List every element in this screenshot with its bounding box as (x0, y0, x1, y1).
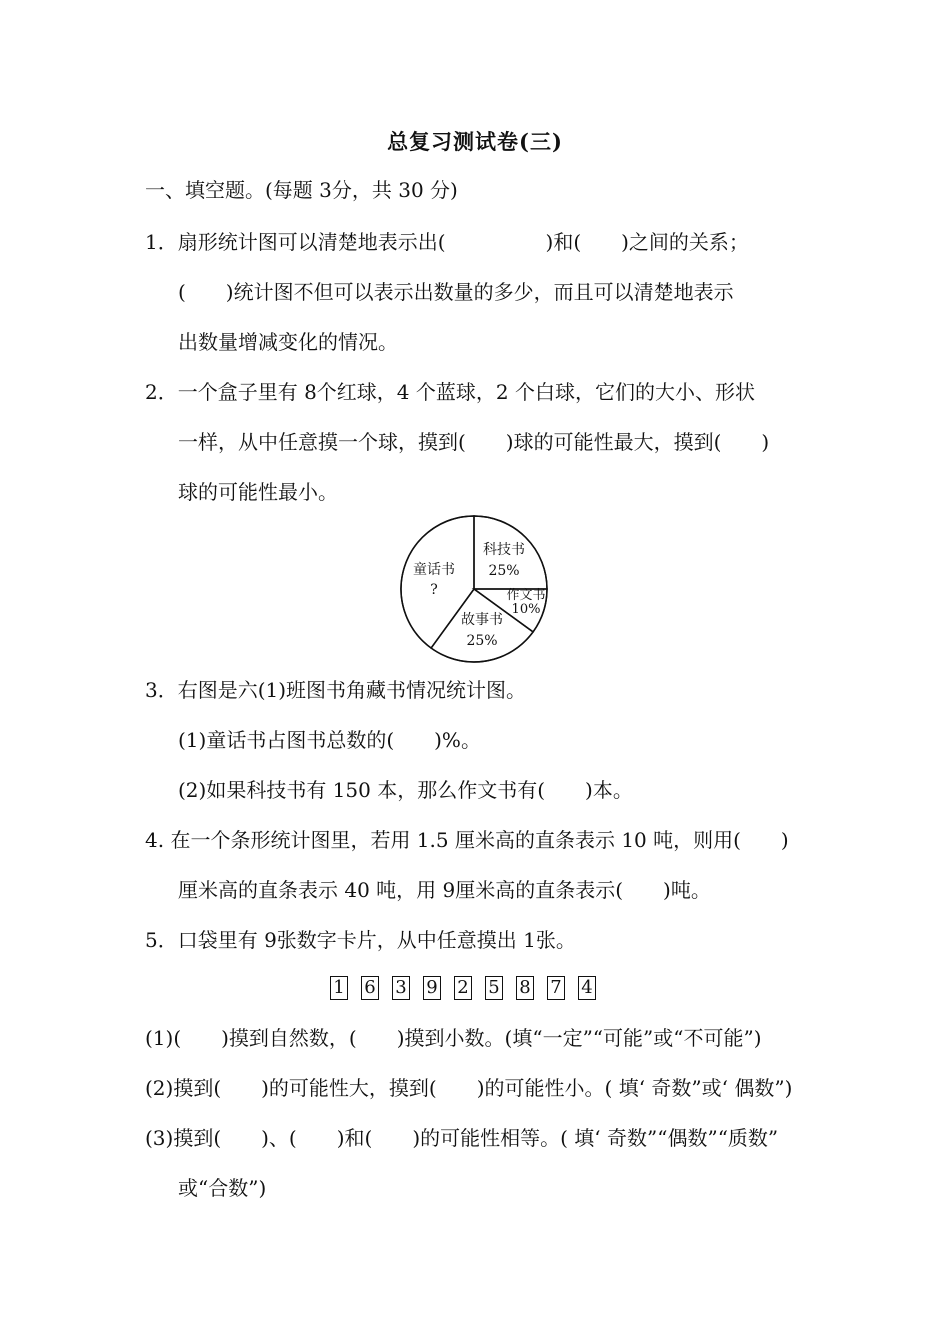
pie-label-name: 故事书 (461, 612, 503, 628)
number-card: 2 (454, 976, 472, 1000)
question-1-line-2: ( )统计图不但可以表示出数量的多少，而且可以清楚地表示 (178, 280, 734, 304)
pie-label-value: 10% (511, 602, 541, 617)
question-5-line-1: 5．口袋里有 9张数字卡片，从中任意摸出 1张。 (145, 928, 576, 952)
number-card: 6 (361, 976, 379, 1000)
pie-chart-svg (398, 513, 550, 665)
number-card: 1 (330, 976, 348, 1000)
pie-label-value: 25% (488, 563, 520, 579)
number-card: 5 (485, 976, 503, 1000)
page-title: 总复习测试卷(三) (387, 129, 563, 154)
pie-chart (398, 513, 550, 665)
question-4-line-1: 4. 在一个条形统计图里，若用 1.5 厘米高的直条表示 10 吨，则用( ) (145, 828, 789, 852)
question-1-line-3: 出数量增减变化的情况。 (178, 330, 398, 354)
pie-label-value: ? (430, 582, 438, 598)
question-2-line-2: 一样，从中任意摸一个球，摸到( )球的可能性最大，摸到( ) (178, 430, 770, 454)
question-5-sub-1: (1)( )摸到自然数，( )摸到小数。(填“一定”“可能”或“不可能”) (145, 1026, 762, 1050)
question-3-line-1: 3．右图是六(1)班图书角藏书情况统计图。 (145, 678, 527, 702)
question-2-line-1: 2．一个盒子里有 8个红球，4 个蓝球，2 个白球，它们的大小、形状 (145, 380, 755, 404)
question-1-line-1: 1．扇形统计图可以清楚地表示出( )和( )之间的关系； (145, 230, 749, 254)
number-cards (330, 976, 596, 1000)
question-5-sub-3: (3)摸到( )、( )和( )的可能性相等。( 填‘ 奇数”“偶数”“质数” (145, 1126, 779, 1150)
pie-label-value: 25% (466, 633, 498, 649)
section-heading: 一、填空题。(每题 3分，共 30 分) (145, 178, 458, 202)
question-4-line-2: 厘米高的直条表示 40 吨，用 9厘米高的直条表示( )吨。 (178, 878, 711, 902)
number-card: 3 (392, 976, 410, 1000)
pie-label-name: 科技书 (483, 542, 525, 558)
question-3-sub-1: (1)童话书占图书总数的( )%。 (178, 728, 481, 752)
number-card: 7 (547, 976, 565, 1000)
question-5-sub-2: (2)摸到( )的可能性大，摸到( )的可能性小。( 填‘ 奇数”或‘ 偶数”) (145, 1076, 793, 1100)
number-card: 8 (516, 976, 534, 1000)
question-5-sub-3-cont: 或“合数”) (178, 1176, 267, 1200)
number-card: 9 (423, 976, 441, 1000)
pie-label-name: 童话书 (413, 562, 455, 578)
pie-label-name: 作文书 (506, 588, 546, 603)
number-card: 4 (578, 976, 596, 1000)
question-2-line-3: 球的可能性最小。 (178, 480, 338, 504)
question-3-sub-2: (2)如果科技书有 150 本，那么作文书有( )本。 (178, 778, 633, 802)
